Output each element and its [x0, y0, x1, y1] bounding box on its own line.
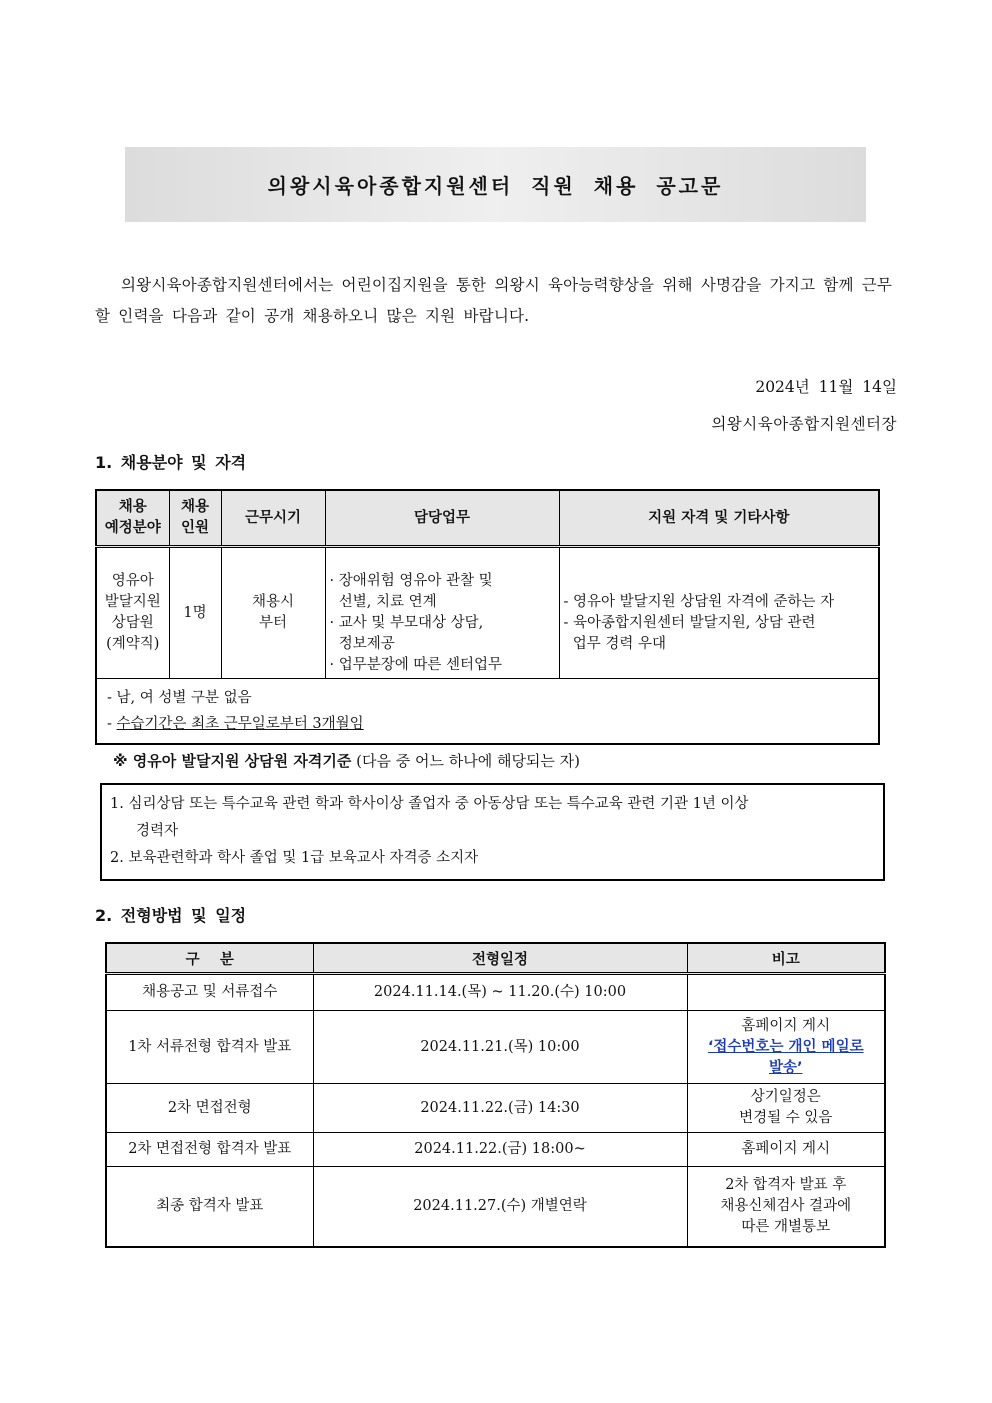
section2-title: 2. 전형방법 및 일정 — [95, 906, 247, 925]
cell-category: 1차 서류전형 합격자 발표 — [106, 1011, 313, 1084]
announcement-date: 2024년 11월 14일 — [755, 378, 897, 396]
standards-box — [100, 783, 885, 881]
table-row — [106, 974, 885, 1011]
cell-category: 2차 면접전형 합격자 발표 — [106, 1133, 313, 1167]
header-field: 채용 예정분야 — [96, 490, 169, 547]
cell-count: 1명 — [169, 547, 221, 679]
cell-schedule: 2024.11.21.(목) 10:00 — [313, 1011, 687, 1084]
table-row — [106, 1133, 885, 1167]
probation-note: 수습기간은 최초 근무일로부터 3개월임 — [116, 716, 364, 732]
cell-quals: - 영유아 발달지원 상담원 자격에 준하는 자 - 육아종합지원센터 발달지원, 상담 관련 업무 경력 우대 — [559, 547, 879, 679]
cell-field: 영유아 발달지원 상담원 (계약직) — [96, 547, 169, 679]
cell-note: 홈페이지 게시 ‘접수번호는 개인 메일로 발송’ — [687, 1011, 885, 1084]
header-schedule: 전형일정 — [313, 943, 687, 974]
cell-note: 상기일정은 변경될 수 있음 — [687, 1084, 885, 1133]
table-row — [96, 547, 879, 679]
cell-schedule: 2024.11.27.(수) 개별연락 — [313, 1167, 687, 1247]
cell-category: 채용공고 및 서류접수 — [106, 974, 313, 1011]
section1-title: 1. 채용분야 및 자격 — [95, 453, 247, 472]
cell-schedule: 2024.11.14.(목) ~ 11.20.(수) 10:00 — [313, 974, 687, 1011]
standard-item-1: 1. 심리상담 또는 특수교육 관련 학과 학사이상 졸업자 중 아동상담 또는 특수교육 관련 기관 1년 이상 — [110, 796, 749, 812]
notes-row — [96, 679, 879, 745]
cell-duties: · 장애위험 영유아 관찰 및 선별, 치료 연계 · 교사 및 부모대상 상담, 정보제공 · 업무분장에 따른 센터업무 — [325, 547, 559, 679]
recruitment-table — [95, 489, 880, 745]
cell-note — [687, 974, 885, 1011]
cell-notes: - 남, 여 성별 구분 없음 - 수습기간은 최초 근무일로부터 3개월임 — [96, 679, 879, 745]
table-header-row — [96, 490, 879, 547]
header-quals: 지원 자격 및 기타사항 — [559, 490, 879, 547]
table-row — [106, 1084, 885, 1133]
table-row — [106, 1167, 885, 1247]
standards-title: ※ 영유아 발달지원 상담원 자격기준 (다음 중 어느 하나에 해당되는 자) — [113, 752, 581, 770]
cell-note: 홈페이지 게시 — [687, 1133, 885, 1167]
cell-note: 2차 합격자 발표 후 채용신체검사 결과에 따른 개별통보 — [687, 1167, 885, 1247]
intro-paragraph: 의왕시육아종합지원센터에서는 어린이집지원을 통한 의왕시 육아능력향상을 위해 사명감을 가지고 함께 근무할 인력을 다음과 같이 공개 채용하오니 많은 지원 바랍니다. — [95, 276, 893, 325]
cell-start: 채용시 부터 — [221, 547, 325, 679]
standard-item-1-cont: 경력자 — [136, 823, 179, 839]
signer: 의왕시육아종합지원센터장 — [711, 415, 897, 433]
standard-item-2: 2. 보육관련학과 학사 졸업 및 1급 보육교사 자격증 소지자 — [110, 850, 479, 866]
schedule-header-row — [106, 943, 885, 974]
header-category: 구 분 — [106, 943, 313, 974]
email-notice-link[interactable]: ‘접수번호는 개인 메일로 — [707, 1038, 864, 1055]
header-start: 근무시기 — [221, 490, 325, 547]
title-banner — [125, 147, 866, 222]
email-notice-link-cont[interactable]: 발송’ — [768, 1059, 803, 1076]
header-note: 비고 — [687, 943, 885, 974]
cell-category: 2차 면접전형 — [106, 1084, 313, 1133]
header-duties: 담당업무 — [325, 490, 559, 547]
table-row — [106, 1011, 885, 1084]
schedule-table — [105, 942, 886, 1248]
header-count: 채용 인원 — [169, 490, 221, 547]
cell-category: 최종 합격자 발표 — [106, 1167, 313, 1247]
cell-schedule: 2024.11.22.(금) 18:00~ — [313, 1133, 687, 1167]
cell-schedule: 2024.11.22.(금) 14:30 — [313, 1084, 687, 1133]
page-title: 의왕시육아종합지원센터 직원 채용 공고문 — [267, 174, 724, 198]
